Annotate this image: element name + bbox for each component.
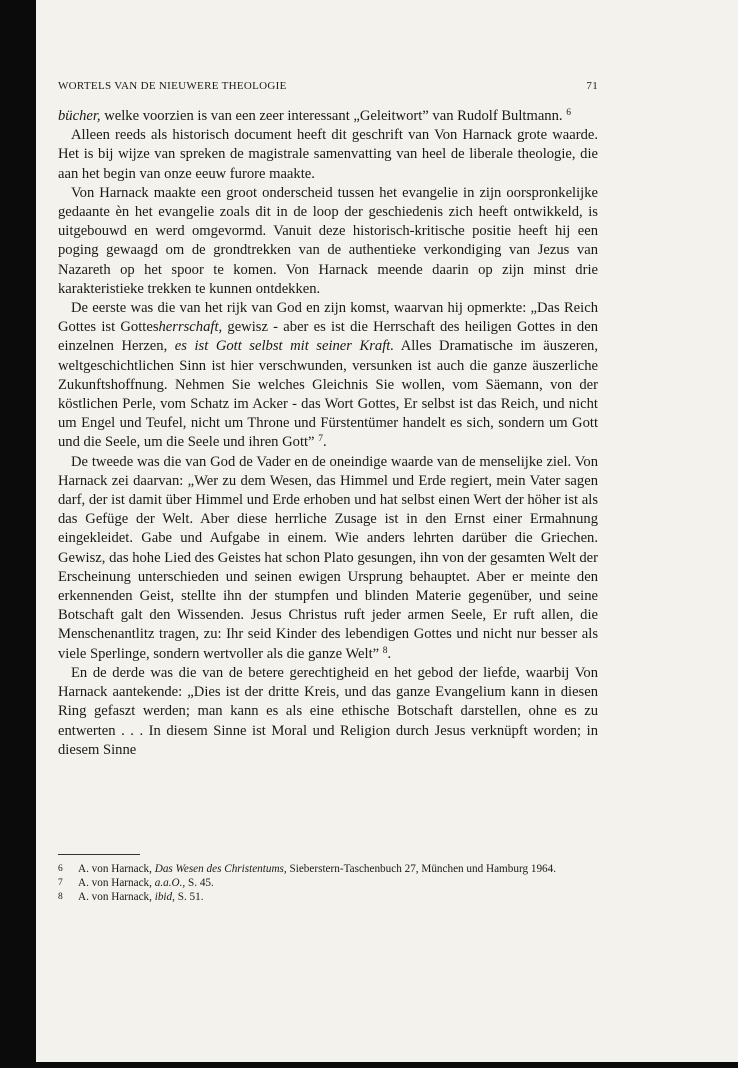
footnote-ref: 7 bbox=[318, 434, 323, 445]
text-run: Alles Dramatische im äuszeren, weltgeschichtlichen Sinn ist hier verschwunden, versunken ist auch die ganze äuszerliche Zukunftshoffnung. Nehmen Sie welches Gleichnis Sie wollen, vom Säemann, von der köstlichen Perle, vom Schatz im Acker - das Wort Gottes, Er selbst ist das Reich, und nicht um Engel und Teufel, nicht um Throne und Fürstentümer handelt es sich, sondern um Gott und die Seele, um die Seele und ihren Gott” bbox=[58, 338, 598, 451]
footnote-number: 6 bbox=[58, 864, 63, 874]
scan-bottom-border bbox=[0, 1062, 738, 1068]
running-title: WORTELS VAN DE NIEUWERE THEOLOGIE bbox=[58, 80, 287, 92]
text-run: S. 51. bbox=[174, 891, 204, 903]
body-text bbox=[58, 107, 598, 760]
paragraph-4 bbox=[58, 299, 598, 453]
footnote-ref: 6 bbox=[566, 108, 571, 118]
footnote-ref: 8 bbox=[382, 645, 388, 656]
text-run: A. von Harnack, bbox=[78, 877, 155, 889]
italic-text: ibid, bbox=[154, 891, 175, 903]
footnote-number: 8 bbox=[58, 892, 63, 902]
text-run: A. von Harnack, bbox=[78, 863, 155, 875]
italic-text: herrschaft, bbox=[158, 319, 223, 336]
scan-left-border bbox=[0, 0, 36, 1068]
text-run: welke voorzien is van een zeer interessant „Geleitwort” van Rudolf Bultmann. bbox=[100, 108, 563, 124]
footnote bbox=[58, 862, 598, 876]
footnotes bbox=[58, 854, 598, 904]
text-run: De tweede was die van God de Vader en de oneindige waarde van de menselijke ziel. Von Harnack zei daarvan: „Wer zu dem Wesen, das Himmel und Erde regiert, mein Vater sagen darf, der ist damit über Himmel und Erde erhoben und hat selbst einen Wert der höher ist als das Gefüge der Welt. Aber diese herrliche Zusage ist in den Ernst einer Ermahnung eingekleidet. Gabe und Aufgabe in einem. Wie anders lehrten darüber die Griechen. Gewisz, das hohe Lied des Geistes hat schon Plato gesungen, ihn von der gesamten Welt der Erscheinung unterschieden und seinen ewigen Ursprung behauptet. Aber er meinte den erkennenden Geist, stellte ihn der stumpfen und blinden Materie gegenüber, und seine Botschaft galt den Wissenden. Jesus Christus ruft jeder armen Seele, Er ruft allen, die Menschenantlitz tragen, zu: Ihr seid Kinder des lebendigen Gottes und nicht nur besser als viele Sperlinge, sondern wertvoller als die ganze Welt” bbox=[58, 453, 598, 662]
text-run: De eerste was die van het rijk van God en zijn komst, waarvan hij opmerkte: „Das Reich Gottes ist Gottes bbox=[58, 300, 598, 336]
italic-text: bücher, bbox=[58, 108, 101, 124]
italic-text: es ist Gott selbst mit seiner Kraft. bbox=[174, 338, 394, 355]
text-run: A. von Harnack, bbox=[78, 891, 155, 903]
text-run: Sieberstern-Taschenbuch 27, München und Hamburg 1964. bbox=[286, 863, 557, 875]
footnote bbox=[58, 890, 598, 904]
page-number: 71 bbox=[586, 80, 598, 92]
paragraph-1 bbox=[58, 107, 598, 126]
text-run: gewisz - aber es ist die Herrschaft des heiligen Gottes in den einzelnen Herzen, bbox=[58, 319, 598, 355]
italic-text: Das Wesen des Christentums, bbox=[154, 863, 287, 875]
paragraph-3: Von Harnack maakte een groot onderscheid tussen het evangelie in zijn oorspronkelijke gedaante èn het evangelie zoals dit in de loop der geschiedenis zich heeft ontwikkeld, is uitgebouwd en werd omgevormd. Vanuit deze historisch-kritische positie heeft hij een poging gewaagd om de grondtrekken van de authentieke verkondiging van Jezus van Nazareth op het spoor te komen. Von Harnack meende daarin op zijn minst drie karakteristieke trekken te kunnen ontdekken. bbox=[58, 184, 598, 297]
footnote-number: 7 bbox=[58, 878, 63, 888]
paragraph-2: Alleen reeds als historisch document heeft dit geschrift van Von Harnack grote waarde. Het is bij wijze van spreken de magistrale samenvatting van heel de liberale theologie, die aan het begin van onze eeuw furore maakte. bbox=[58, 127, 598, 182]
paragraph-6: En de derde was die van de betere gerechtigheid en het gebod der liefde, waarbij Von Harnack aantekende: „Dies ist der dritte Kreis, und das ganze Evangelium kann in diesen Ring gefaszt werden; man kann es als eine ethische Botschaft darstellen, ohne es zu entwerten . . . In diesem Sinne ist Moral und Religion durch Jesus verknüpft worden; in diesem Sinne bbox=[58, 664, 598, 758]
paragraph-5 bbox=[58, 453, 598, 664]
text-run: S. 45. bbox=[185, 877, 214, 889]
footnote-rule bbox=[58, 854, 140, 855]
footnote bbox=[58, 876, 598, 890]
italic-text: a.a.O., bbox=[154, 877, 186, 889]
text-run: . bbox=[322, 434, 327, 451]
text-run: . bbox=[387, 645, 392, 662]
